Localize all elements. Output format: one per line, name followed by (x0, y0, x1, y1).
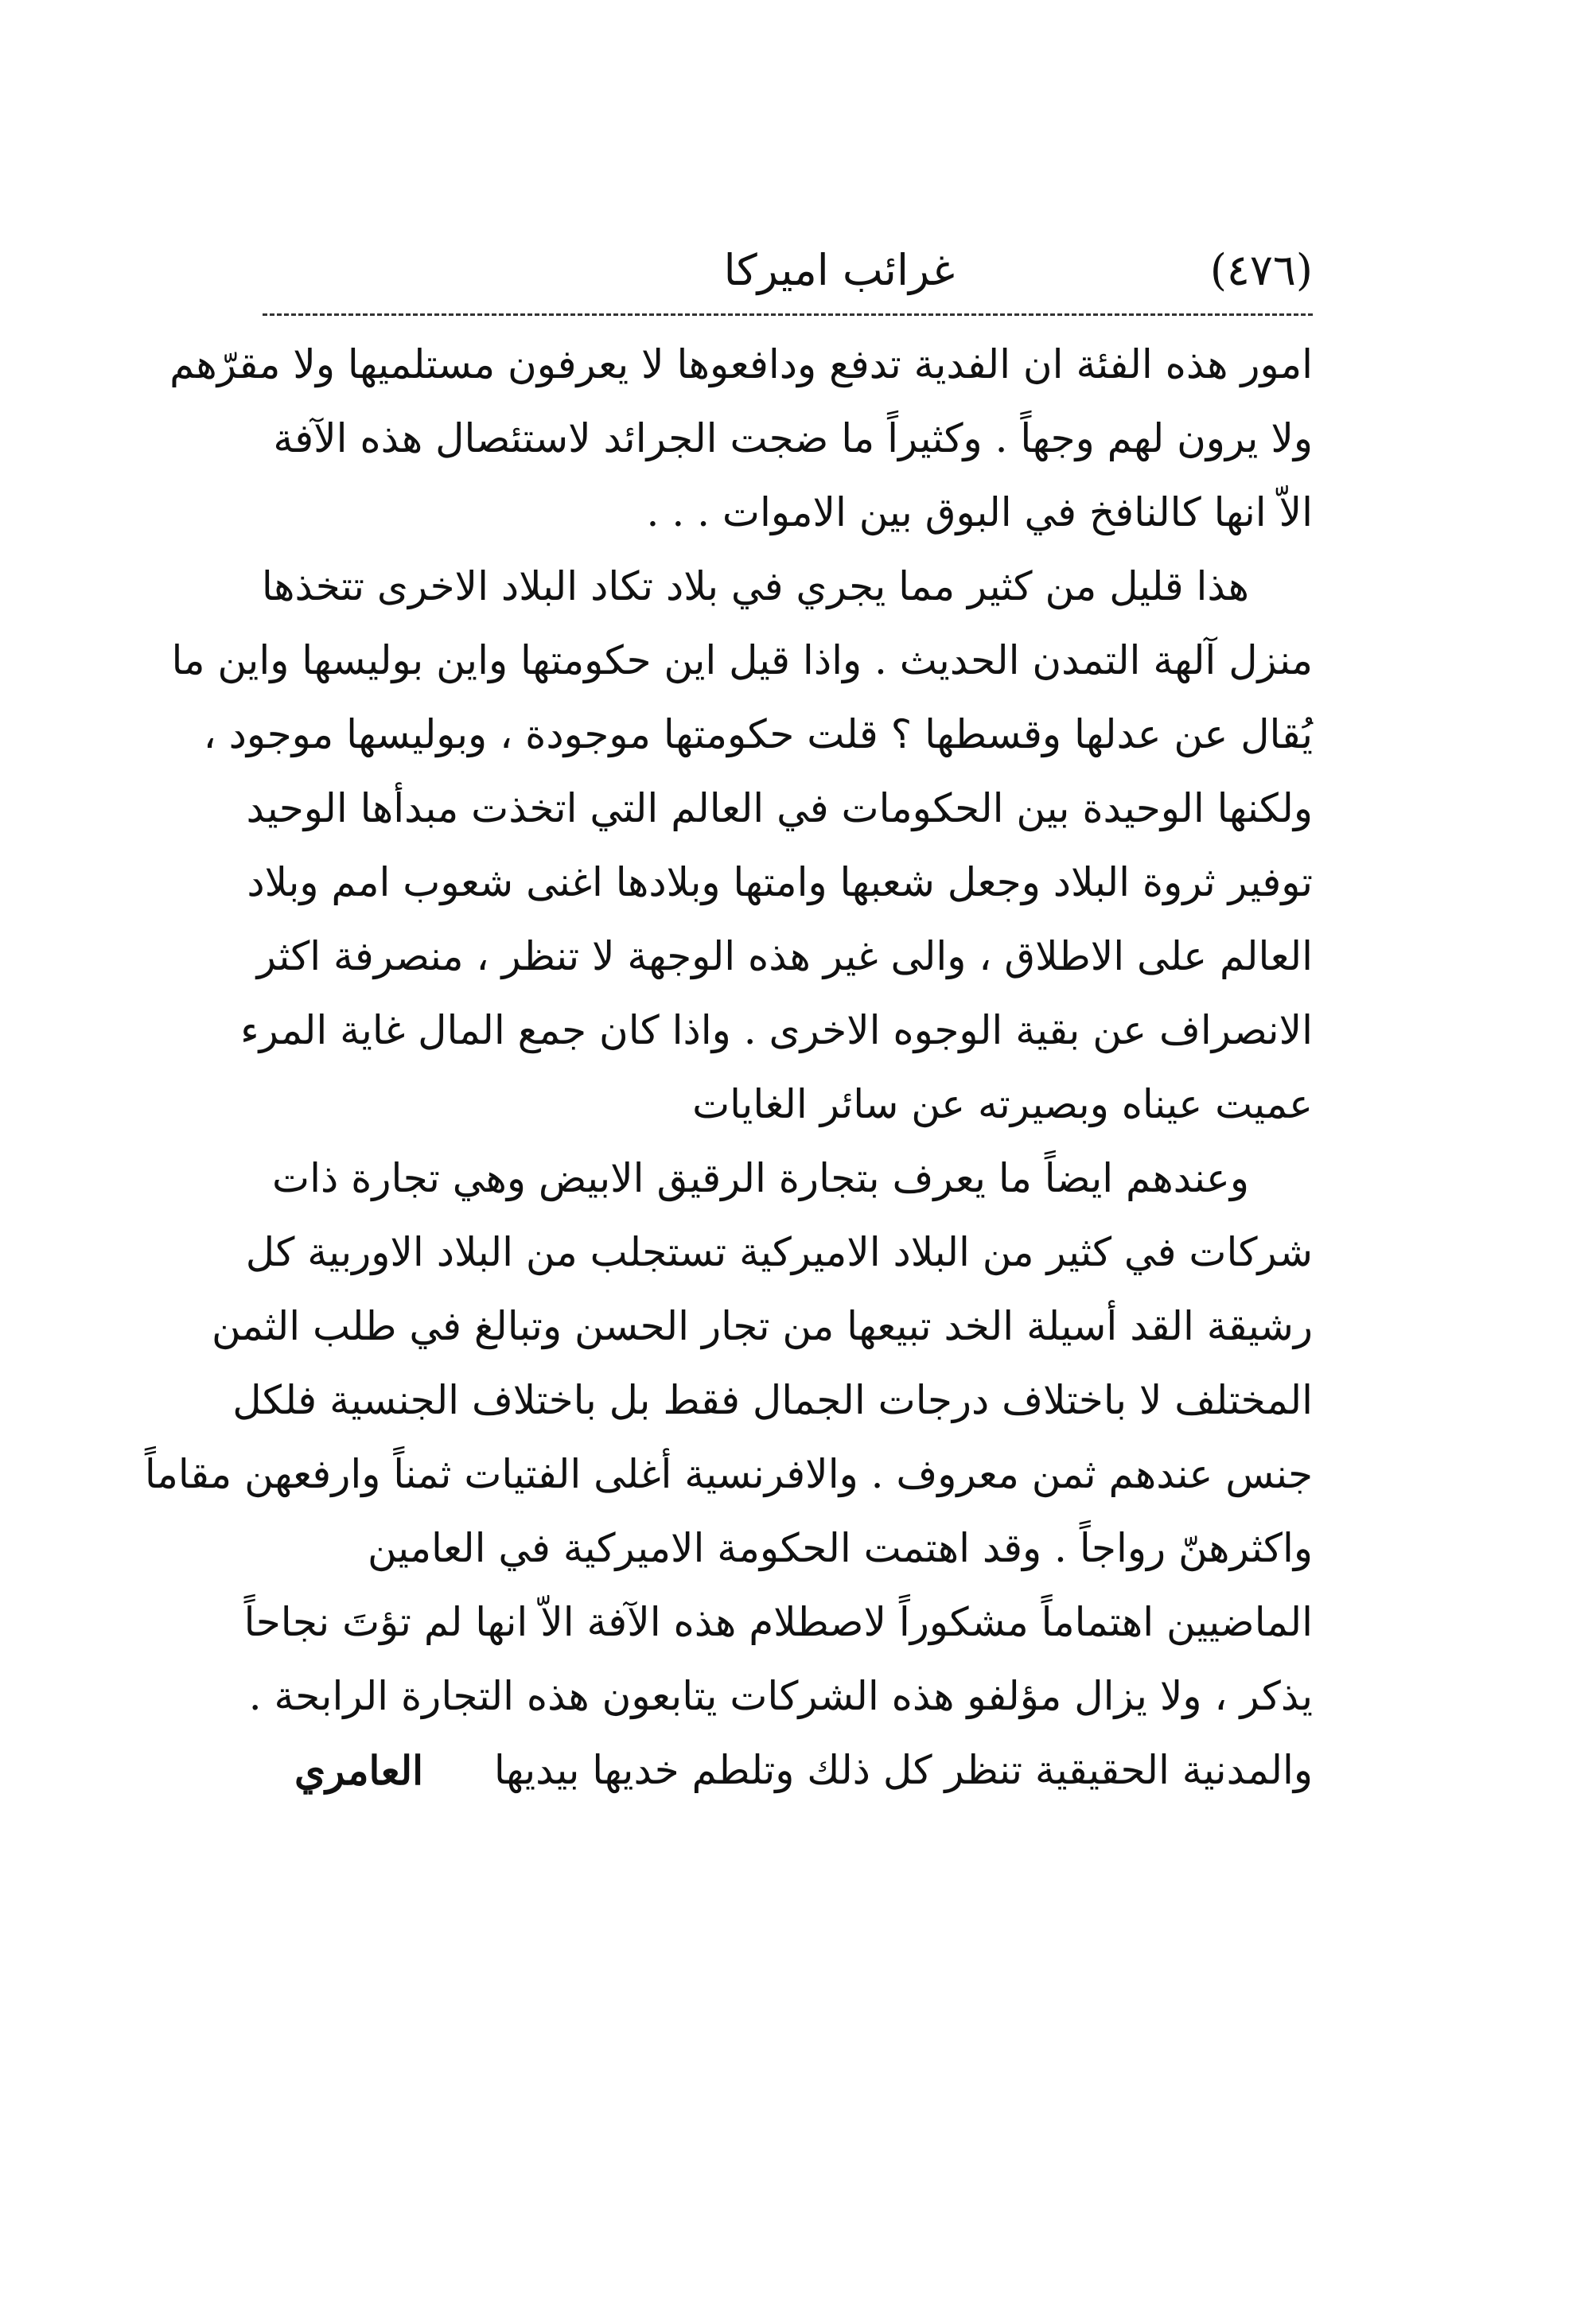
text-line: واكثرهنّ رواجاً . وقد اهتمت الحكومة الاميركية في العامين (368, 1525, 1313, 1571)
closing-line-row (263, 1733, 1313, 1807)
text-line: المختلف لا باختلاف درجات الجمال فقط بل باختلاف الجنسية فلكل (232, 1377, 1313, 1423)
closing-line: والمدنية الحقيقية تنظر كل ذلك وتلطم خديها بيديها (493, 1747, 1313, 1793)
running-title: غرائب اميركا (723, 245, 955, 295)
text-line: الاّ انها كالنافخ في البوق بين الاموات . . . (646, 489, 1313, 535)
text-line: منزل آلهة التمدن الحديث . واذا قيل اين حكومتها واين بوليسها واين ما (171, 637, 1313, 683)
header-divider (263, 313, 1313, 316)
text-line: وعندهم ايضاً ما يعرف بتجارة الرقيق الابيض وهي تجارة ذات (272, 1155, 1249, 1201)
text-line: ولا يرون لهم وجهاً . وكثيراً ما ضجت الجرائد لاستئصال هذه الآفة (273, 415, 1313, 461)
text-line: جنس عندهم ثمن معروف . والافرنسية أغلى الفتيات ثمناً وارفعهن مقاماً (144, 1451, 1313, 1497)
text-line: عميت عيناه وبصيرته عن سائر الغايات (692, 1081, 1313, 1127)
text-line: يُقال عن عدلها وقسطها ؟ قلت حكومتها موجودة ، وبوليسها موجود ، (203, 711, 1313, 757)
text-line: الانصراف عن بقية الوجوه الاخرى . واذا كان جمع المال غاية المرء (240, 1007, 1313, 1053)
text-line: يذكر ، ولا يزال مؤلفو هذه الشركات يتابعون هذه التجارة الرابحة . (248, 1673, 1313, 1719)
page-body (144, 328, 1313, 1807)
text-line: الماضيين اهتماماً مشكوراً لاصطلام هذه الآفة الاّ انها لم تؤتَ نجاحاً (243, 1599, 1313, 1645)
page-header (263, 239, 1313, 302)
text-line: امور هذه الفئة ان الفدية تدفع ودافعوها لا يعرفون مستلميها ولا مقرّهم (169, 341, 1313, 387)
text-line: شركات في كثير من البلاد الاميركية تستجلب من البلاد الاوربية كل (245, 1229, 1313, 1275)
text-line: هذا قليل من كثير مما يجري في بلاد تكاد البلاد الاخرى تتخذها (261, 563, 1249, 609)
text-line: ولكنها الوحيدة بين الحكومات في العالم التي اتخذت مبدأها الوحيد (246, 785, 1313, 831)
text-line: رشيقة القد أسيلة الخد تبيعها من تجار الحسن وتبالغ في طلب الثمن (211, 1303, 1313, 1349)
text-line: توفير ثروة البلاد وجعل شعبها وامتها وبلادها اغنى شعوب امم وبلاد (247, 859, 1313, 905)
page-number: (٤٧٦) (1209, 245, 1313, 295)
text-line: العالم على الاطلاق ، والى غير هذه الوجهة لا تنظر ، منصرفة اكثر (256, 933, 1313, 979)
author-signature: العامري (294, 1747, 423, 1794)
